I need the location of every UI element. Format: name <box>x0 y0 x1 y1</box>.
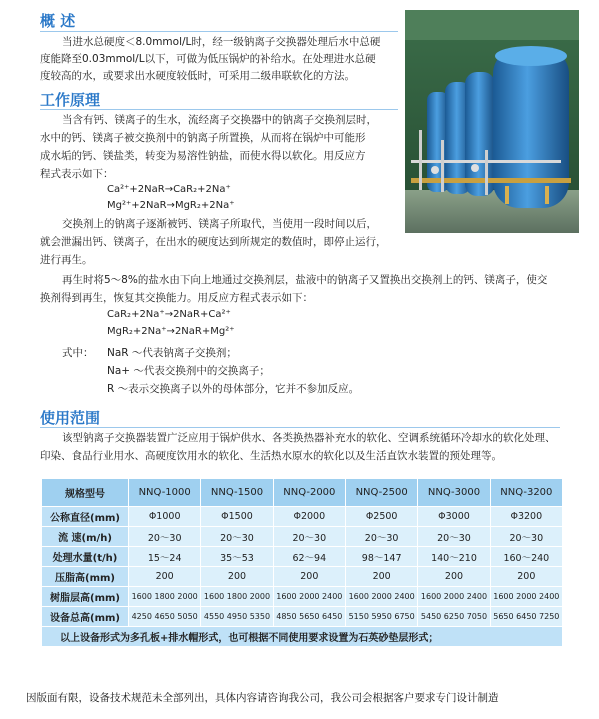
scope-line: 印染、食品行业用水、高硬度饮用水的软化、生活热水原水的软化以及生活直饮水装置的预处理等。 <box>40 450 502 462</box>
table-header-row <box>42 479 563 507</box>
principle-line: 交换剂上的钠离子逐渐被钙、镁离子所取代，当使用一段时间以后， <box>62 218 377 230</box>
row-label: 树脂层高(mm) <box>42 587 129 607</box>
table-cell: 20～30 <box>129 527 201 547</box>
table-cell: 98～147 <box>345 547 417 567</box>
principle-title-rule <box>40 109 398 110</box>
scope-title-rule <box>40 427 560 428</box>
overview-line: 当进水总硬度＜8.0mmol/L时，经一级钠离子交换器处理后水中总硬 <box>62 36 381 48</box>
principle-line: 成水垢的钙、镁盐类，转变为易溶性钠盐，而使水得以软化。用反应方 <box>40 150 366 162</box>
principle-line: 当含有钙、镁离子的生水，流经离子交换器中的钠离子交换剂层时， <box>62 114 377 126</box>
table-header-label: 规格型号 <box>42 479 129 507</box>
table-cell: Φ2500 <box>345 507 417 527</box>
scope-title: 使用范围 <box>40 409 101 427</box>
table-cell: 1600 2000 2400 <box>345 587 417 607</box>
table-cell: 160～240 <box>490 547 562 567</box>
principle-line: 进行再生。 <box>40 254 93 266</box>
principle-title: 工作原理 <box>40 91 101 109</box>
overview-title: 概 述 <box>40 12 76 30</box>
principle-line: 就会泄漏出钙、镁离子，在出水的硬度达到所规定的数值时，即停止运行， <box>40 236 387 248</box>
table-header-model: NNQ-2500 <box>345 479 417 507</box>
spec-table <box>41 478 563 647</box>
table-row <box>42 547 563 567</box>
table-cell: 200 <box>201 567 273 587</box>
table-cell: 200 <box>418 567 490 587</box>
table-header-model: NNQ-1500 <box>201 479 273 507</box>
table-cell: Φ2000 <box>273 507 345 527</box>
table-header-model: NNQ-2000 <box>273 479 345 507</box>
table-cell: 200 <box>345 567 417 587</box>
table-row <box>42 507 563 527</box>
table-cell: 4250 4650 5050 <box>129 607 201 627</box>
legend-item: R ～表示交换离子以外的母体部分，它并不参加反应。 <box>107 383 360 395</box>
principle-line: 水中的钙、镁离子被交换剂中的钠离子所置换，从而将在锅炉中可能形 <box>40 132 366 144</box>
table-cell: Φ3200 <box>490 507 562 527</box>
table-cell: 5150 5950 6750 <box>345 607 417 627</box>
table-cell: 1600 2000 2400 <box>418 587 490 607</box>
regeneration-formula-mg: MgR₂+2Na⁺→2NaR+Mg²⁺ <box>107 326 235 337</box>
reaction-formula-ca: Ca²⁺+2NaR→CaR₂+2Na⁺ <box>107 184 231 195</box>
table-cell: 200 <box>273 567 345 587</box>
table-cell: 200 <box>129 567 201 587</box>
legend-prefix: 式中： <box>62 347 94 359</box>
table-cell: 5450 6250 7050 <box>418 607 490 627</box>
table-cell: 1600 1800 2000 <box>201 587 273 607</box>
row-label: 公称直径(mm) <box>42 507 129 527</box>
legend-item: Na+ ～代表交换剂中的交换离子； <box>107 365 270 377</box>
table-cell: 35～53 <box>201 547 273 567</box>
table-cell: 20～30 <box>418 527 490 547</box>
table-cell: 20～30 <box>273 527 345 547</box>
table-note-row <box>42 627 563 647</box>
table-cell: 4850 5650 6450 <box>273 607 345 627</box>
table-cell: 4550 4950 5350 <box>201 607 273 627</box>
principle-line: 程式表示如下： <box>40 168 114 180</box>
row-label: 压脂高(mm) <box>42 567 129 587</box>
table-header-model: NNQ-1000 <box>129 479 201 507</box>
regeneration-formula-ca: CaR₂+2Na⁺→2NaR+Ca²⁺ <box>107 309 231 320</box>
table-row <box>42 607 563 627</box>
table-cell: Φ1000 <box>129 507 201 527</box>
row-label: 处理水量(t/h) <box>42 547 129 567</box>
table-cell: 1600 1800 2000 <box>129 587 201 607</box>
table-note: 以上设备形式为多孔板+排水帽形式，也可根据不同使用要求设置为石英砂垫层形式； <box>42 627 563 647</box>
row-label: 流 速(m/h) <box>42 527 129 547</box>
footer-note: 因版面有限，设备技术规范未全部列出，具体内容请咨询我公司，我公司会根据客户要求专门设计制造 <box>26 692 499 704</box>
table-cell: Φ1500 <box>201 507 273 527</box>
overview-title-rule <box>40 31 398 32</box>
table-cell: 20～30 <box>490 527 562 547</box>
table-cell: Φ3000 <box>418 507 490 527</box>
table-cell: 20～30 <box>345 527 417 547</box>
table-header-model: NNQ-3000 <box>418 479 490 507</box>
table-cell: 140～210 <box>418 547 490 567</box>
row-label: 设备总高(mm) <box>42 607 129 627</box>
legend-item: NaR ～代表钠离子交换剂； <box>107 347 237 359</box>
table-cell: 15～24 <box>129 547 201 567</box>
table-cell: 1600 2000 2400 <box>273 587 345 607</box>
table-cell: 62～94 <box>273 547 345 567</box>
table-cell: 20～30 <box>201 527 273 547</box>
table-row <box>42 587 563 607</box>
overview-line: 度能降至0.03mmol/L以下，可做为低压锅炉的补给水。在处理进水总硬 <box>40 53 376 65</box>
ion-exchanger-illustration <box>405 10 579 233</box>
ion-exchanger-photo <box>405 10 579 233</box>
regeneration-line: 再生时将5～8%的盐水由下向上地通过交换剂层，盐液中的钠离子又置换出交换剂上的钙、镁离子，使交 <box>62 274 548 286</box>
table-row <box>42 527 563 547</box>
table-header-model: NNQ-3200 <box>490 479 562 507</box>
regeneration-line: 换剂得到再生，恢复其交换能力。用反应方程式表示如下： <box>40 292 313 304</box>
overview-line: 度较高的水，或要求出水硬度较低时，可采用二级串联软化的方法。 <box>40 70 355 82</box>
reaction-formula-mg: Mg²⁺+2NaR→MgR₂+2Na⁺ <box>107 200 235 211</box>
table-cell: 1600 2000 2400 <box>490 587 562 607</box>
scope-line: 该型钠离子交换器装置广泛应用于锅炉供水、各类换热器补充水的软化、空调系统循环冷却水的软化处理、 <box>62 432 556 444</box>
table-cell: 5650 6450 7250 <box>490 607 562 627</box>
table-cell: 200 <box>490 567 562 587</box>
table-row <box>42 567 563 587</box>
